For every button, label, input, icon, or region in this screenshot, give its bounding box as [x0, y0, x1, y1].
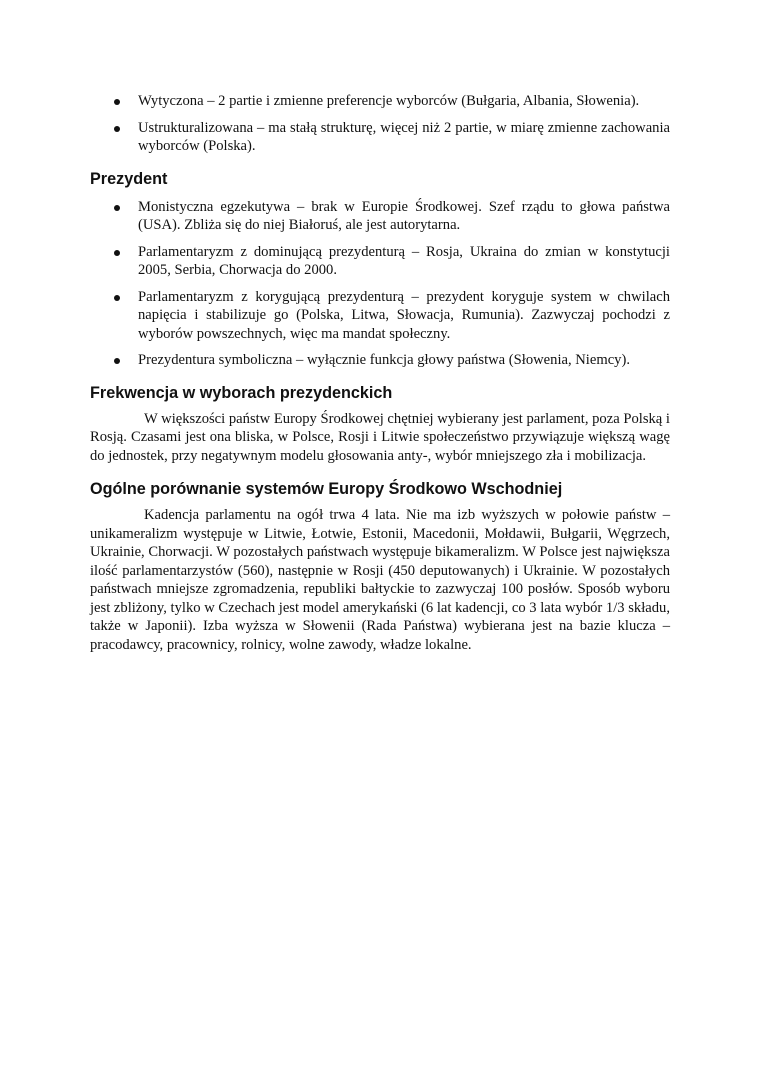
turnout-paragraph: W większości państw Europy Środkowej chętniej wybierany jest parlament, poza Polską i Rosją. Czasami jest ona bliska, w Polsce, Rosji i Litwie społeczeństwo przywiązuje większą wagę do jednostek, przy negatywnym modelu głosowania anty-, wybór mniejszego zła i mobilizacja.: [90, 410, 670, 464]
comparison-paragraph: Kadencja parlamentu na ogół trwa 4 lata. Nie ma izb wyższych w połowie państw – unikameralizm występuje w Litwie, Łotwie, Estonii, Macedonii, Mołdawii, Bułgarii, Węgrzech, Ukrainie, Chorwacji. W pozostałych państwach występuje bikameralizm. W Polsce jest największa ilość parlamentarzystów (560), następnie w Rosji (450 deputowanych) i Ukrainie. W pozostałych państwach mniejsze zgromadzenia, republiki bałtyckie to zazwyczaj 100 posłów. Sposób wyboru jest zbliżony, tylko w Czechach jest model amerykański (6 lat kadencji, co 3 lata wybór 1/3 składu, także w Japonii). Izba wyższa w Słowenii (Rada Państwa) wybierana jest na bazie klucza – pracodawcy, pracownicy, rolnicy, wolne zawody, władze lokalne.: [90, 507, 670, 653]
bullet-icon: [114, 250, 120, 256]
list-item-text: Ustrukturalizowana – ma stałą strukturę, więcej niż 2 partie, w miarę zmienne zachowania wyborców (Polska).: [138, 119, 670, 154]
president-list: [90, 198, 670, 370]
section-heading-comparison: Ogólne porównanie systemów Europy Środkowo Wschodniej: [90, 480, 563, 498]
party-system-list: [90, 92, 670, 156]
list-item: [90, 92, 670, 111]
list-item: [90, 198, 670, 235]
document-page: [90, 92, 670, 654]
bullet-icon: [114, 205, 120, 211]
list-item: [90, 288, 670, 344]
bullet-icon: [114, 126, 120, 132]
list-item-text: Parlamentaryzm z dominującą prezydenturą – Rosja, Ukraina do zmian w konstytucji 2005, Serbia, Chorwacja do 2000.: [138, 243, 670, 278]
list-item-text: Prezydentura symboliczna – wyłącznie funkcja głowy państwa (Słowenia, Niemcy).: [138, 352, 630, 368]
section-heading-turnout: Frekwencja w wyborach prezydenckich: [90, 383, 393, 402]
list-item-text: Parlamentaryzm z korygującą prezydenturą – prezydent koryguje system w chwilach napięcia i stabilizuje go (Polska, Litwa, Słowacja, Rumunia). Zazwyczaj pochodzi z wyborów powszechnych, więc ma mandat społeczny.: [138, 288, 670, 342]
list-item: [90, 351, 670, 370]
bullet-icon: [114, 295, 120, 301]
list-item: [90, 119, 670, 156]
list-item-text: Wytyczona – 2 partie i zmienne preferencje wyborców (Bułgaria, Albania, Słowenia).: [138, 93, 640, 109]
bullet-icon: [114, 358, 120, 364]
list-item: [90, 243, 670, 280]
bullet-icon: [114, 99, 120, 105]
list-item-text: Monistyczna egzekutywa – brak w Europie Środkowej. Szef rządu to głowa państwa (USA). Zbliża się do niej Białoruś, ale jest autorytarna.: [138, 198, 670, 233]
section-heading-president: Prezydent: [90, 169, 168, 188]
